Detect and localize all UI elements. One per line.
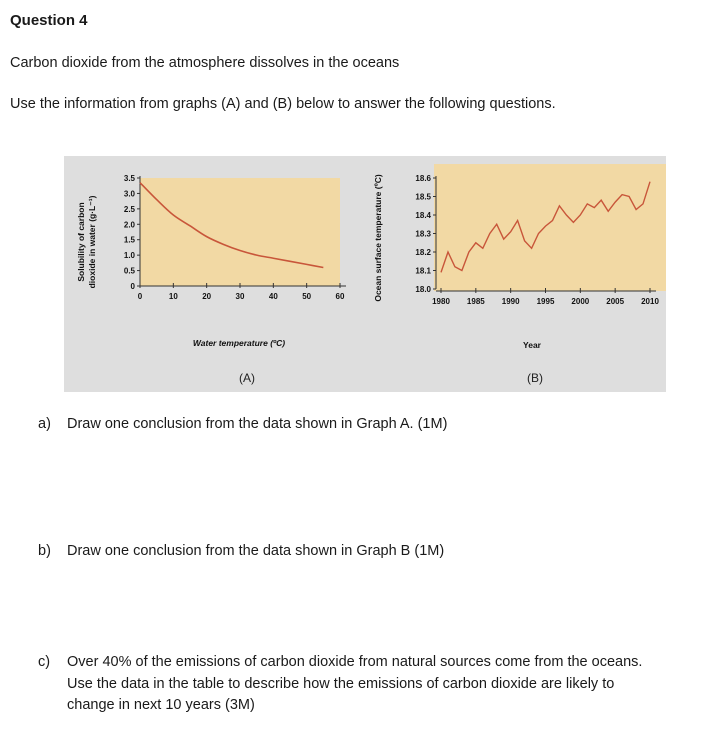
question-c-text-line-1: Over 40% of the emissions of carbon dioxide from natural sources come from the oceans. — [67, 654, 643, 670]
question-c-text-line-2: Use the data in the table to describe how the emissions of carbon dioxide are likely to — [67, 675, 615, 692]
a-x-tick-label: 40 — [268, 292, 278, 301]
question-a-letter: a) — [38, 416, 51, 432]
a-x-tick-label: 0 — [137, 292, 143, 301]
a-y-tick-label: 3.0 — [123, 189, 135, 199]
instruction-text: Use the information from graphs (A) and (B) below to answer the following questions. — [10, 96, 556, 112]
b-x-tick-label: 2010 — [641, 297, 659, 306]
graph-b-plot-area — [434, 164, 666, 291]
a-y-tick-label: 2.5 — [123, 204, 135, 214]
b-y-tick-label: 18.5 — [415, 192, 431, 202]
b-y-tick-label: 18.6 — [415, 174, 431, 183]
a-x-tick-label: 60 — [335, 292, 345, 301]
graph-a-ylabel-1: Solubility of carbon — [76, 202, 86, 282]
b-y-tick-label: 18.3 — [415, 229, 431, 239]
a-y-tick-label: 1.0 — [123, 251, 135, 261]
question-heading: Question 4 — [10, 12, 88, 29]
question-c-letter: c) — [38, 654, 51, 670]
b-y-tick-label: 18.0 — [415, 285, 431, 294]
graphs-figure — [64, 156, 666, 392]
b-x-tick-label: 2005 — [606, 297, 625, 306]
a-x-tick-label: 20 — [202, 292, 212, 301]
b-x-tick-label: 1980 — [432, 297, 450, 306]
graph-a-ylabel-2: dioxide in water (g·L⁻¹) — [87, 195, 97, 289]
graph-b-xlabel: Year — [523, 340, 541, 350]
b-x-tick-label: 1990 — [501, 297, 520, 306]
graph-a-caption: (A) — [239, 371, 255, 385]
question-c-text-line-3: change in next 10 years (3M) — [67, 697, 255, 713]
graph-b-caption: (B) — [527, 371, 543, 385]
graph-a-y-ticks — [124, 174, 140, 291]
graph-a-xlabel: Water temperature (ºC) — [192, 338, 286, 348]
graph-a — [76, 174, 346, 385]
question-a-text: Draw one conclusion from the data shown in Graph A. (1M) — [67, 416, 448, 432]
a-y-tick-label: 1.5 — [123, 235, 135, 245]
b-y-tick-label: 18.1 — [415, 266, 431, 276]
a-y-tick-label: 0 — [130, 282, 135, 291]
a-y-tick-label: 0.5 — [123, 266, 135, 276]
b-x-tick-label: 1995 — [536, 297, 555, 306]
a-y-tick-label: 3.5 — [123, 174, 135, 183]
b-x-tick-label: 2000 — [571, 297, 590, 306]
b-y-tick-label: 18.2 — [415, 248, 431, 257]
a-x-tick-label: 10 — [168, 292, 178, 301]
a-y-tick-label: 2.0 — [123, 220, 135, 230]
graph-a-plot-area — [140, 178, 340, 286]
b-y-tick-label: 18.4 — [415, 211, 431, 220]
b-x-tick-label: 1985 — [466, 297, 485, 306]
a-x-tick-label: 50 — [302, 292, 312, 301]
graph-b — [373, 164, 666, 385]
question-b-letter: b) — [38, 543, 51, 559]
graph-b-ylabel: Ocean surface temperature (ºC) — [373, 174, 383, 302]
question-b-text: Draw one conclusion from the data shown in Graph B (1M) — [67, 543, 445, 559]
intro-text: Carbon dioxide from the atmosphere dissolves in the oceans — [10, 55, 400, 71]
graphs-svg — [64, 156, 666, 392]
graph-b-y-ticks — [415, 174, 436, 294]
a-x-tick-label: 30 — [235, 292, 245, 301]
